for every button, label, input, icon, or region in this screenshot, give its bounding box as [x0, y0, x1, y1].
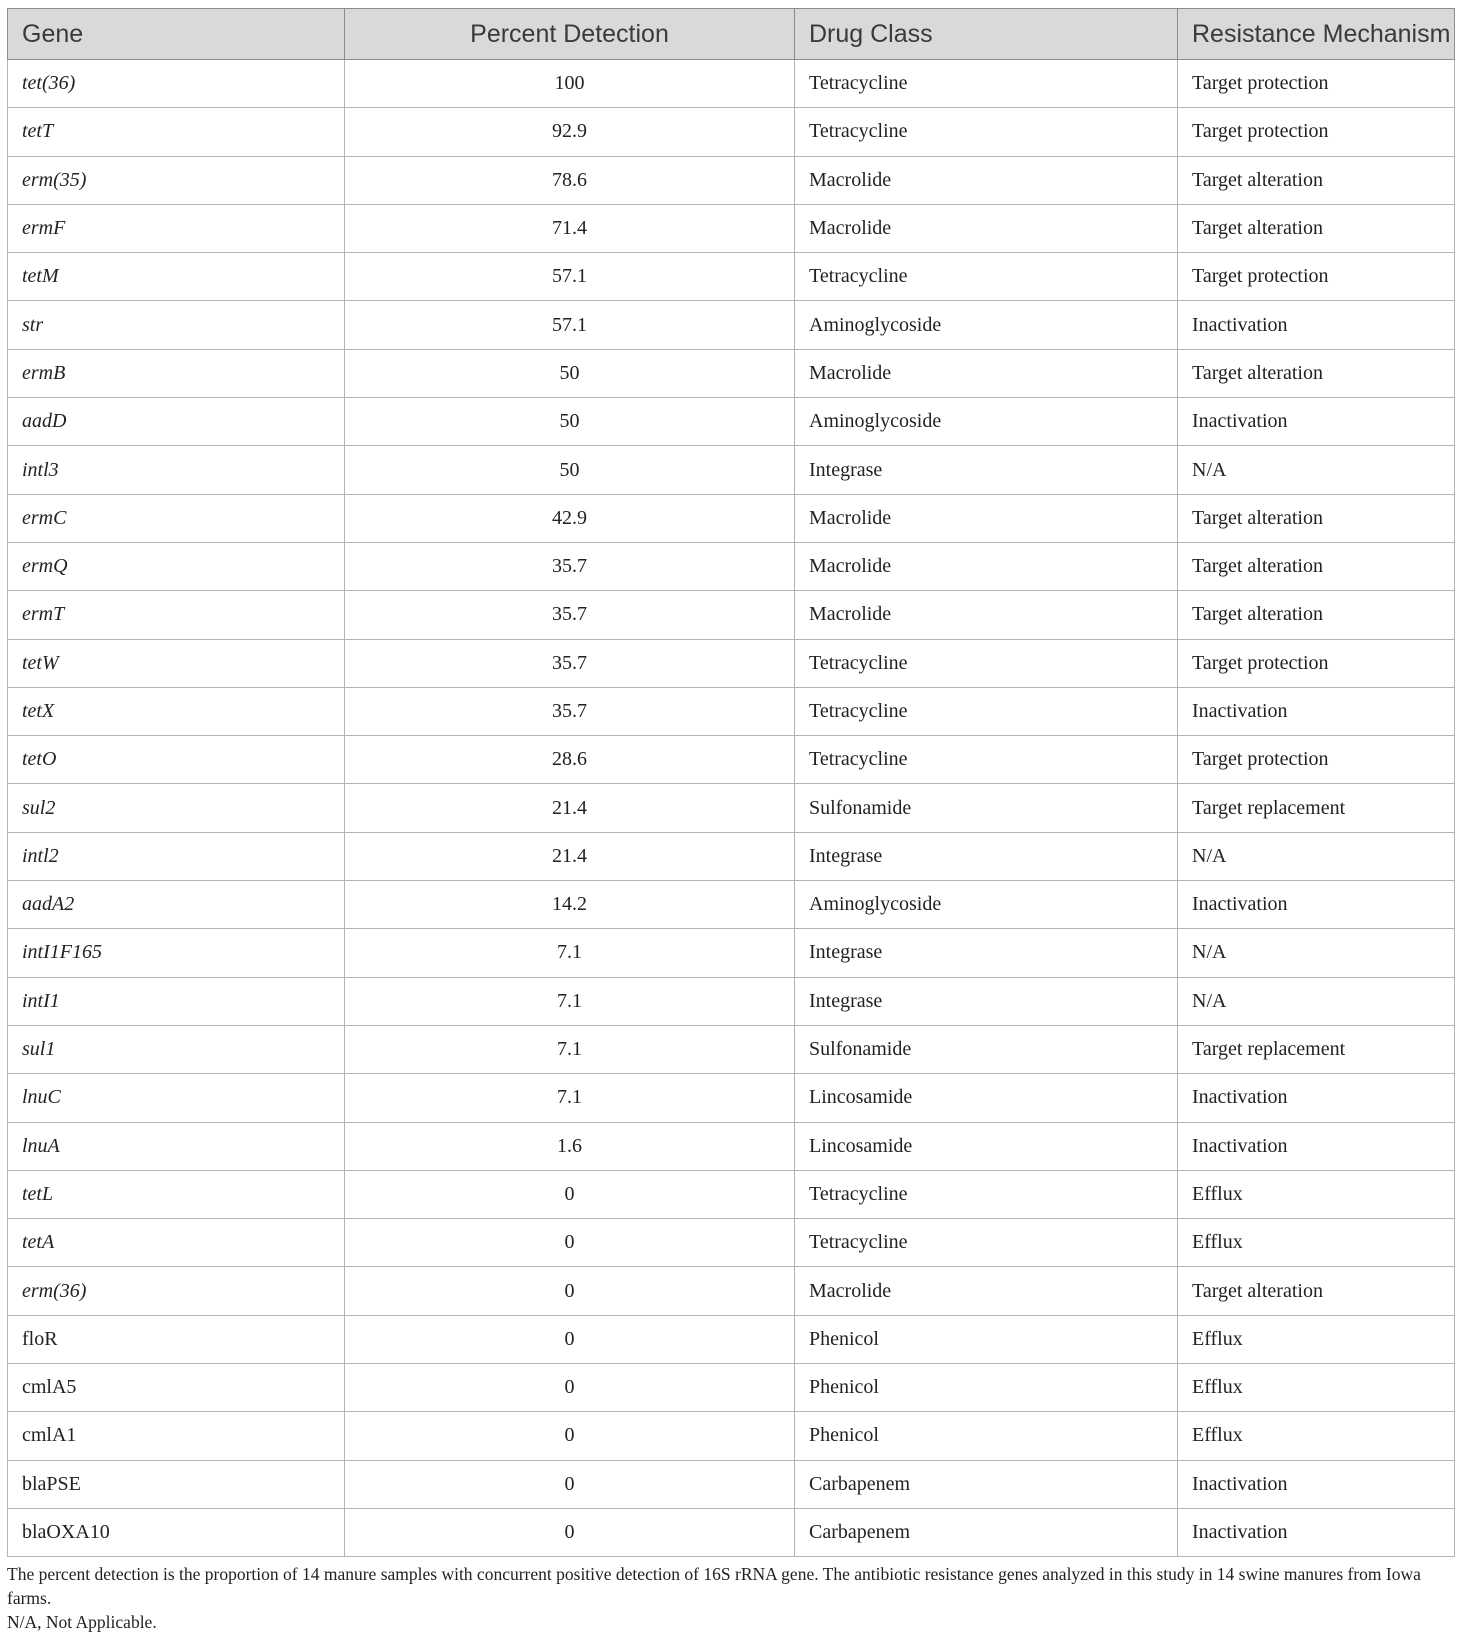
cell-gene: tetW: [8, 639, 345, 687]
table-row: [8, 1315, 1455, 1363]
cell-resistance-mechanism: Efflux: [1178, 1315, 1455, 1363]
cell-drug-class: Tetracycline: [795, 736, 1178, 784]
cell-gene: intI1F165: [8, 929, 345, 977]
cell-gene: blaPSE: [8, 1460, 345, 1508]
cell-resistance-mechanism: Inactivation: [1178, 1508, 1455, 1556]
cell-percent-detection: 78.6: [345, 156, 795, 204]
cell-drug-class: Macrolide: [795, 494, 1178, 542]
cell-gene: tetT: [8, 108, 345, 156]
cell-resistance-mechanism: Target alteration: [1178, 494, 1455, 542]
table-row: [8, 1508, 1455, 1556]
table-row: [8, 156, 1455, 204]
cell-drug-class: Tetracycline: [795, 687, 1178, 735]
table-row: [8, 398, 1455, 446]
cell-percent-detection: 42.9: [345, 494, 795, 542]
cell-resistance-mechanism: Target replacement: [1178, 784, 1455, 832]
cell-percent-detection: 35.7: [345, 639, 795, 687]
cell-gene: ermB: [8, 349, 345, 397]
cell-gene: aadA2: [8, 881, 345, 929]
table-row: [8, 881, 1455, 929]
cell-gene: ermF: [8, 204, 345, 252]
cell-resistance-mechanism: Target protection: [1178, 108, 1455, 156]
cell-gene: blaOXA10: [8, 1508, 345, 1556]
cell-gene: cmlA5: [8, 1364, 345, 1412]
cell-percent-detection: 0: [345, 1267, 795, 1315]
cell-gene: ermT: [8, 591, 345, 639]
cell-gene: ermC: [8, 494, 345, 542]
cell-resistance-mechanism: Target alteration: [1178, 349, 1455, 397]
cell-percent-detection: 50: [345, 349, 795, 397]
cell-drug-class: Phenicol: [795, 1364, 1178, 1412]
cell-drug-class: Macrolide: [795, 156, 1178, 204]
cell-percent-detection: 100: [345, 60, 795, 108]
cell-gene: floR: [8, 1315, 345, 1363]
cell-percent-detection: 0: [345, 1315, 795, 1363]
cell-percent-detection: 57.1: [345, 301, 795, 349]
cell-gene: intl3: [8, 446, 345, 494]
cell-percent-detection: 7.1: [345, 1025, 795, 1073]
cell-gene: sul2: [8, 784, 345, 832]
cell-percent-detection: 0: [345, 1508, 795, 1556]
cell-drug-class: Tetracycline: [795, 60, 1178, 108]
cell-resistance-mechanism: N/A: [1178, 446, 1455, 494]
cell-drug-class: Lincosamide: [795, 1074, 1178, 1122]
table-row: [8, 591, 1455, 639]
cell-percent-detection: 71.4: [345, 204, 795, 252]
cell-drug-class: Carbapenem: [795, 1508, 1178, 1556]
cell-gene: aadD: [8, 398, 345, 446]
cell-drug-class: Integrase: [795, 929, 1178, 977]
table-row: [8, 349, 1455, 397]
cell-drug-class: Macrolide: [795, 1267, 1178, 1315]
cell-percent-detection: 14.2: [345, 881, 795, 929]
cell-drug-class: Integrase: [795, 977, 1178, 1025]
cell-drug-class: Aminoglycoside: [795, 398, 1178, 446]
cell-resistance-mechanism: Target protection: [1178, 60, 1455, 108]
table-row: [8, 108, 1455, 156]
table-row: [8, 1364, 1455, 1412]
footnotes: [7, 1562, 1454, 1634]
table-row: [8, 832, 1455, 880]
table-row: [8, 1170, 1455, 1218]
header-resistance-mechanism: Resistance Mechanism: [1178, 9, 1455, 60]
cell-percent-detection: 0: [345, 1412, 795, 1460]
cell-drug-class: Tetracycline: [795, 108, 1178, 156]
cell-percent-detection: 35.7: [345, 542, 795, 590]
cell-percent-detection: 7.1: [345, 1074, 795, 1122]
cell-percent-detection: 0: [345, 1219, 795, 1267]
cell-gene: tetA: [8, 1219, 345, 1267]
cell-percent-detection: 92.9: [345, 108, 795, 156]
cell-drug-class: Lincosamide: [795, 1122, 1178, 1170]
table-row: [8, 784, 1455, 832]
cell-percent-detection: 57.1: [345, 253, 795, 301]
cell-drug-class: Tetracycline: [795, 1170, 1178, 1218]
cell-drug-class: Aminoglycoside: [795, 881, 1178, 929]
cell-resistance-mechanism: Inactivation: [1178, 1460, 1455, 1508]
cell-resistance-mechanism: Inactivation: [1178, 398, 1455, 446]
cell-resistance-mechanism: Inactivation: [1178, 301, 1455, 349]
table-row: [8, 253, 1455, 301]
header-row: [8, 9, 1455, 60]
cell-gene: tetO: [8, 736, 345, 784]
cell-percent-detection: 1.6: [345, 1122, 795, 1170]
cell-resistance-mechanism: Efflux: [1178, 1364, 1455, 1412]
cell-gene: tetX: [8, 687, 345, 735]
cell-drug-class: Integrase: [795, 446, 1178, 494]
header-gene: Gene: [8, 9, 345, 60]
table-row: [8, 1412, 1455, 1460]
table-row: [8, 929, 1455, 977]
cell-percent-detection: 35.7: [345, 591, 795, 639]
cell-resistance-mechanism: Target protection: [1178, 639, 1455, 687]
table-row: [8, 639, 1455, 687]
table-row: [8, 687, 1455, 735]
cell-percent-detection: 0: [345, 1170, 795, 1218]
cell-resistance-mechanism: Target protection: [1178, 253, 1455, 301]
cell-resistance-mechanism: Efflux: [1178, 1412, 1455, 1460]
cell-resistance-mechanism: Target alteration: [1178, 591, 1455, 639]
footnote-percent-detection: The percent detection is the proportion of 14 manure samples with concurrent positive detection of 16S rRNA gene. The antibiotic resistance genes analyzed in this study in 14 swine manures from Iowa farms.: [7, 1564, 1421, 1608]
cell-percent-detection: 21.4: [345, 784, 795, 832]
cell-resistance-mechanism: Target alteration: [1178, 204, 1455, 252]
cell-resistance-mechanism: Inactivation: [1178, 881, 1455, 929]
cell-drug-class: Macrolide: [795, 204, 1178, 252]
table-container: [7, 8, 1454, 1557]
cell-gene: lnuC: [8, 1074, 345, 1122]
cell-resistance-mechanism: Inactivation: [1178, 1074, 1455, 1122]
cell-drug-class: Tetracycline: [795, 253, 1178, 301]
cell-gene: str: [8, 301, 345, 349]
cell-percent-detection: 7.1: [345, 929, 795, 977]
cell-gene: lnuA: [8, 1122, 345, 1170]
table-body: [8, 60, 1455, 1557]
cell-drug-class: Aminoglycoside: [795, 301, 1178, 349]
cell-resistance-mechanism: N/A: [1178, 977, 1455, 1025]
table-row: [8, 301, 1455, 349]
cell-drug-class: Macrolide: [795, 591, 1178, 639]
cell-gene: sul1: [8, 1025, 345, 1073]
table-row: [8, 1219, 1455, 1267]
cell-gene: ermQ: [8, 542, 345, 590]
cell-resistance-mechanism: N/A: [1178, 929, 1455, 977]
cell-gene: intl2: [8, 832, 345, 880]
cell-drug-class: Phenicol: [795, 1412, 1178, 1460]
cell-resistance-mechanism: N/A: [1178, 832, 1455, 880]
cell-drug-class: Sulfonamide: [795, 784, 1178, 832]
table-row: [8, 494, 1455, 542]
cell-resistance-mechanism: Efflux: [1178, 1219, 1455, 1267]
table-row: [8, 60, 1455, 108]
cell-gene: tetM: [8, 253, 345, 301]
table-row: [8, 736, 1455, 784]
cell-percent-detection: 21.4: [345, 832, 795, 880]
table-row: [8, 1025, 1455, 1073]
cell-resistance-mechanism: Inactivation: [1178, 687, 1455, 735]
cell-drug-class: Phenicol: [795, 1315, 1178, 1363]
cell-drug-class: Macrolide: [795, 349, 1178, 397]
cell-resistance-mechanism: Target alteration: [1178, 1267, 1455, 1315]
cell-resistance-mechanism: Target protection: [1178, 736, 1455, 784]
cell-drug-class: Tetracycline: [795, 639, 1178, 687]
table-row: [8, 446, 1455, 494]
cell-percent-detection: 35.7: [345, 687, 795, 735]
cell-gene: erm(36): [8, 1267, 345, 1315]
header-percent-detection: Percent Detection: [345, 9, 795, 60]
table-row: [8, 1267, 1455, 1315]
cell-drug-class: Integrase: [795, 832, 1178, 880]
table-row: [8, 542, 1455, 590]
cell-resistance-mechanism: Target alteration: [1178, 542, 1455, 590]
gene-table: [7, 8, 1455, 1557]
cell-percent-detection: 50: [345, 398, 795, 446]
cell-gene: tet(36): [8, 60, 345, 108]
footnote-na: N/A, Not Applicable.: [7, 1612, 157, 1632]
cell-drug-class: Tetracycline: [795, 1219, 1178, 1267]
cell-percent-detection: 28.6: [345, 736, 795, 784]
header-drug-class: Drug Class: [795, 9, 1178, 60]
cell-drug-class: Sulfonamide: [795, 1025, 1178, 1073]
cell-gene: intI1: [8, 977, 345, 1025]
cell-gene: tetL: [8, 1170, 345, 1218]
cell-percent-detection: 0: [345, 1460, 795, 1508]
cell-percent-detection: 50: [345, 446, 795, 494]
cell-drug-class: Macrolide: [795, 542, 1178, 590]
table-row: [8, 977, 1455, 1025]
cell-resistance-mechanism: Target alteration: [1178, 156, 1455, 204]
cell-resistance-mechanism: Inactivation: [1178, 1122, 1455, 1170]
cell-drug-class: Carbapenem: [795, 1460, 1178, 1508]
cell-resistance-mechanism: Target replacement: [1178, 1025, 1455, 1073]
table-row: [8, 204, 1455, 252]
cell-resistance-mechanism: Efflux: [1178, 1170, 1455, 1218]
table-row: [8, 1460, 1455, 1508]
table-row: [8, 1074, 1455, 1122]
cell-percent-detection: 7.1: [345, 977, 795, 1025]
cell-gene: cmlA1: [8, 1412, 345, 1460]
cell-percent-detection: 0: [345, 1364, 795, 1412]
cell-gene: erm(35): [8, 156, 345, 204]
table-row: [8, 1122, 1455, 1170]
